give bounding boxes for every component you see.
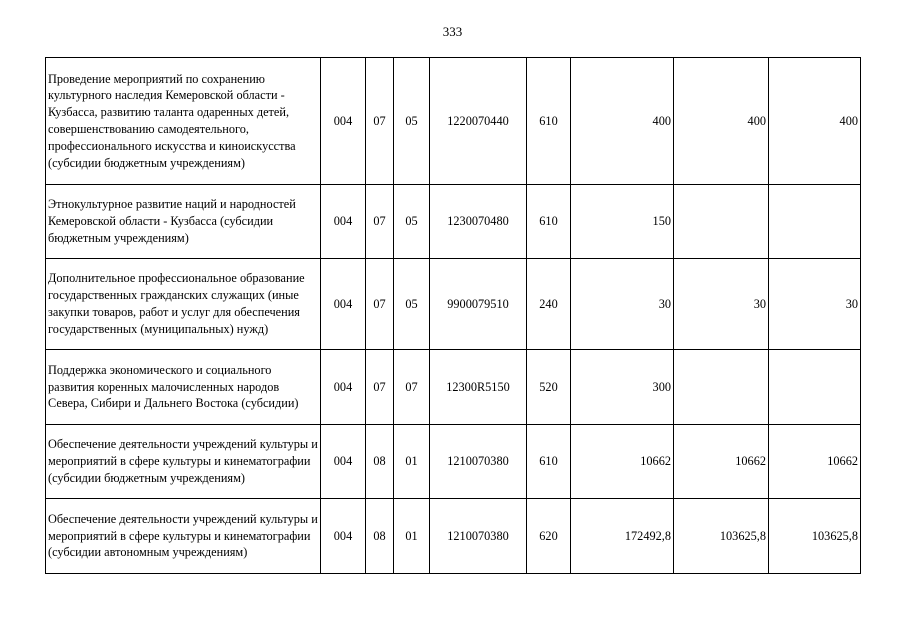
budget-table bbox=[45, 57, 861, 574]
amount-year-2: 10662 bbox=[674, 425, 769, 499]
row-name: Обеспечение деятельности учреждений культуры и мероприятий в сфере культуры и кинематографии (субсидии бюджетным учреждениям) bbox=[46, 425, 321, 499]
section-code: 07 bbox=[366, 259, 394, 350]
subsection-code: 01 bbox=[394, 425, 430, 499]
amount-year-1: 300 bbox=[571, 350, 674, 425]
amount-year-2: 30 bbox=[674, 259, 769, 350]
ministry-code: 004 bbox=[321, 350, 366, 425]
row-name: Этнокультурное развитие наций и народностей Кемеровской области - Кузбасса (субсидии бюджетным учреждениям) bbox=[46, 185, 321, 259]
amount-year-1: 10662 bbox=[571, 425, 674, 499]
target-code: 1230070480 bbox=[430, 185, 527, 259]
amount-year-1: 150 bbox=[571, 185, 674, 259]
row-name: Поддержка экономического и социального развития коренных малочисленных народов Севера, Сибири и Дальнего Востока (субсидии) bbox=[46, 350, 321, 425]
expense-type-code: 620 bbox=[527, 499, 571, 574]
table-row bbox=[46, 350, 861, 425]
amount-year-3: 10662 bbox=[769, 425, 861, 499]
row-name: Дополнительное профессиональное образование государственных гражданских служащих (иные закупки товаров, работ и услуг для обеспечения государственных (муниципальных) нужд) bbox=[46, 259, 321, 350]
expense-type-code: 610 bbox=[527, 185, 571, 259]
table-row bbox=[46, 58, 861, 185]
target-code: 12300R5150 bbox=[430, 350, 527, 425]
table-row bbox=[46, 425, 861, 499]
ministry-code: 004 bbox=[321, 259, 366, 350]
target-code: 1210070380 bbox=[430, 499, 527, 574]
amount-year-2: 103625,8 bbox=[674, 499, 769, 574]
table-row bbox=[46, 499, 861, 574]
amount-year-2 bbox=[674, 350, 769, 425]
amount-year-2: 400 bbox=[674, 58, 769, 185]
section-code: 07 bbox=[366, 185, 394, 259]
row-name: Проведение мероприятий по сохранению культурного наследия Кемеровской области - Кузбасса, развитию таланта одаренных детей, совершенствованию самодеятельного, профессионального искусства и киноискусства (субсидии бюджетным учреждениям) bbox=[46, 58, 321, 185]
subsection-code: 05 bbox=[394, 259, 430, 350]
amount-year-1: 30 bbox=[571, 259, 674, 350]
amount-year-1: 172492,8 bbox=[571, 499, 674, 574]
section-code: 07 bbox=[366, 350, 394, 425]
ministry-code: 004 bbox=[321, 425, 366, 499]
amount-year-3: 400 bbox=[769, 58, 861, 185]
row-name: Обеспечение деятельности учреждений культуры и мероприятий в сфере культуры и кинематографии (субсидии автономным учреждениям) bbox=[46, 499, 321, 574]
section-code: 07 bbox=[366, 58, 394, 185]
table-row bbox=[46, 185, 861, 259]
section-code: 08 bbox=[366, 425, 394, 499]
expense-type-code: 240 bbox=[527, 259, 571, 350]
ministry-code: 004 bbox=[321, 499, 366, 574]
page-number: 333 bbox=[442, 24, 463, 39]
amount-year-3 bbox=[769, 185, 861, 259]
ministry-code: 004 bbox=[321, 58, 366, 185]
table-row bbox=[46, 259, 861, 350]
target-code: 1220070440 bbox=[430, 58, 527, 185]
amount-year-3 bbox=[769, 350, 861, 425]
amount-year-2 bbox=[674, 185, 769, 259]
target-code: 9900079510 bbox=[430, 259, 527, 350]
expense-type-code: 610 bbox=[527, 58, 571, 185]
subsection-code: 01 bbox=[394, 499, 430, 574]
amount-year-3: 30 bbox=[769, 259, 861, 350]
section-code: 08 bbox=[366, 499, 394, 574]
target-code: 1210070380 bbox=[430, 425, 527, 499]
subsection-code: 05 bbox=[394, 58, 430, 185]
expense-type-code: 610 bbox=[527, 425, 571, 499]
amount-year-1: 400 bbox=[571, 58, 674, 185]
subsection-code: 05 bbox=[394, 185, 430, 259]
ministry-code: 004 bbox=[321, 185, 366, 259]
amount-year-3: 103625,8 bbox=[769, 499, 861, 574]
subsection-code: 07 bbox=[394, 350, 430, 425]
expense-type-code: 520 bbox=[527, 350, 571, 425]
